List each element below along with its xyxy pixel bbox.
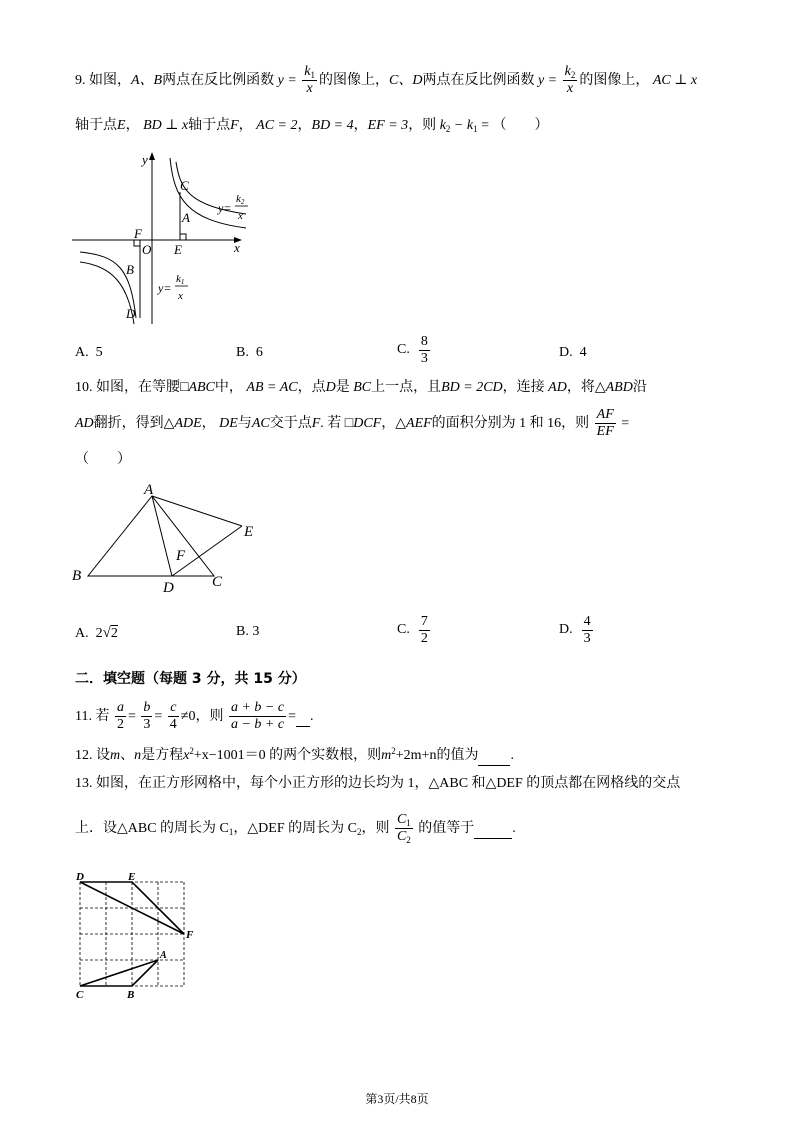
label-f: F — [134, 226, 142, 241]
label-k1: k1 — [176, 273, 185, 286]
q12: 12. 设m、n是方程$x^2+x-1001=0$ 的两个实数根，则$m^2+2m+n$的值为 . — [75, 746, 514, 766]
label-x: x — [234, 240, 240, 255]
grid-lines — [80, 882, 184, 986]
label-b: B — [72, 568, 82, 584]
label-d: D — [126, 306, 136, 321]
q10-line2: AD翻折，得到△ADE， DE与AC交于点F. 若 □DCF，△AEF的面积分别为 1 和 16，则 $\frac{AF}{EF}$ = — [75, 407, 630, 440]
q9-option-c[interactable]: C. $\frac{8}{3}$ — [397, 334, 428, 367]
q10-option-b[interactable]: B. 3 — [236, 624, 260, 639]
q10-line1: 10. 如图，在等腰□ABC中， AB = AC，点D是 BC上一点，且BD = 2CD，连接 AD，将△ABD沿 — [75, 380, 647, 395]
q9-line1: 9. 如图，A、B两点在反比例函数 y = $\frac{k_1}{x}$ 的图像上，C、D两点在反比例函数 y = $\frac{k_2}{x}$ 的图像上， AC ⊥ x — [75, 64, 698, 97]
q13-line2: 上．设△ABC 的周长为 $C_1$，△DEF 的周长为 $C_2$，则 $\frac{C_1}{C_2}$ 的值等于 . — [75, 812, 516, 846]
label-d: D — [163, 580, 174, 596]
q9-option-a[interactable]: A. 5 — [75, 345, 103, 360]
label-c: C — [212, 574, 223, 590]
segment-ae — [152, 496, 242, 526]
triangle-abc — [88, 496, 214, 576]
right-angle-e — [180, 234, 186, 240]
q11-answer-blank[interactable] — [296, 709, 310, 727]
q10-option-a[interactable]: A. 2√2 — [75, 625, 118, 641]
label-d: D — [76, 871, 84, 883]
q10-option-c[interactable]: C. $\frac{7}{2}$ — [397, 614, 428, 647]
q12-answer-blank[interactable] — [478, 748, 510, 766]
label-e: E — [244, 524, 254, 540]
q9-option-b[interactable]: B. 6 — [236, 345, 263, 360]
label-yeq-k1: y= — [158, 281, 172, 295]
segment-ad — [152, 496, 172, 576]
label-k2: k2 — [236, 193, 245, 206]
label-o: O — [142, 242, 152, 257]
triangle-abc — [80, 960, 158, 986]
q13-answer-blank[interactable] — [474, 821, 512, 839]
q13-grid-figure — [72, 866, 196, 1002]
q11: 11. 若 $\frac{a}{2}$ = $\frac{b}{3}$ = $\frac{c}{4}$ ≠0，则 $\frac{a + b - c}{a - b + c}$ = . — [75, 700, 314, 733]
q10-option-d[interactable]: D. $\frac{4}{3}$ — [559, 614, 591, 647]
label-c: C — [180, 178, 189, 193]
page-number: 第3页/共8页 — [365, 1092, 429, 1106]
y-axis-arrow — [149, 152, 155, 160]
label-k1-den: x — [178, 290, 183, 302]
label-yeq-k2: y= — [218, 201, 232, 215]
label-e: E — [174, 242, 182, 257]
label-c: C — [76, 989, 84, 1001]
label-a: A — [144, 482, 154, 498]
label-f: F — [186, 929, 194, 941]
label-a: A — [160, 950, 167, 961]
label-b: B — [126, 262, 134, 277]
label-a: A — [182, 210, 190, 225]
q9-line2: 轴于点E， BD ⊥ x轴于点F， AC = 2，BD = 4，EF = 3，则 $k_2 - k_1$ = （ ） — [75, 118, 549, 134]
q9-figure — [70, 148, 250, 326]
page-footer — [0, 1092, 794, 1106]
label-f: F — [176, 548, 186, 564]
q9-option-d[interactable]: D. 4 — [559, 345, 587, 360]
q13-line1: 13. 如图，在正方形网格中，每个小正方形的边长均为 1，△ABC 和△DEF 的顶点都在网格线的交点 — [75, 776, 681, 791]
section-2-title: 二．填空题（每题 3 分，共 15 分） — [75, 671, 306, 687]
q10-line3: （ ） — [75, 452, 131, 467]
label-e: E — [128, 871, 136, 883]
label-y: y — [142, 152, 148, 167]
label-b: B — [127, 989, 135, 1001]
q10-figure — [68, 480, 268, 596]
label-k2-den: x — [238, 210, 243, 222]
